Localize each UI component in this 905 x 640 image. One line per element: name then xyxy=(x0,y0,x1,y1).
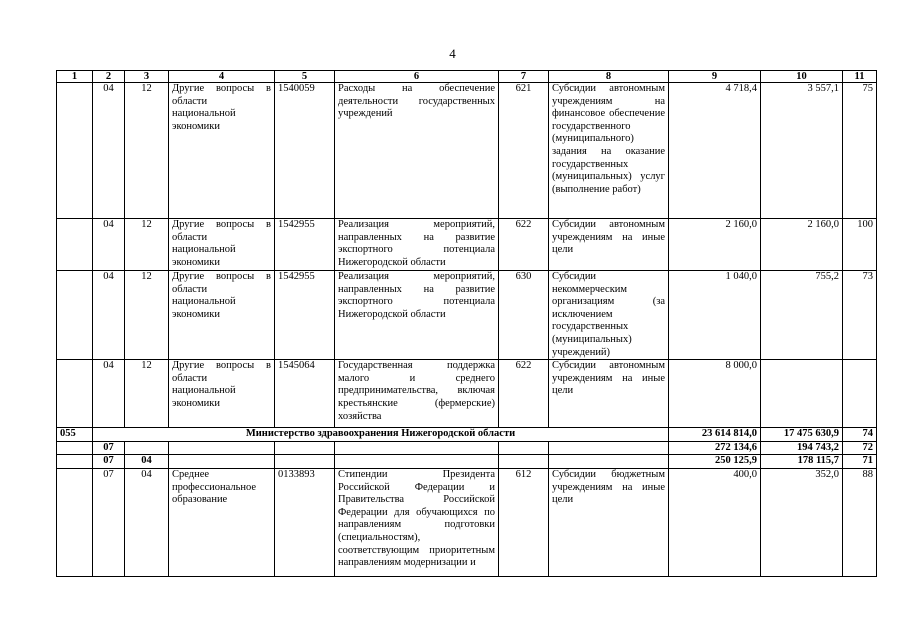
column-header: 7 xyxy=(499,71,549,83)
cell-actual: 755,2 xyxy=(761,271,843,360)
cell-percent: 75 xyxy=(843,83,877,219)
cell-section: 04 xyxy=(93,271,125,360)
cell-target-name: Стипендии Президента Российской Федерации и Правительства Российской Федерации для обучающихся по направлениям подготовки (специальностям), соответствующим приоритетным направлениям модернизации и xyxy=(335,468,499,576)
cell-target-name: Реализация мероприятий, направленных на развитие экспортного потенциала Нижегородской области xyxy=(335,271,499,360)
cell-target-code: 1545064 xyxy=(275,360,335,428)
ministry-code: 055 xyxy=(57,428,93,442)
column-header: 6 xyxy=(335,71,499,83)
section-actual: 194 743,2 xyxy=(761,441,843,455)
ministry-name: Министерство здравоохранения Нижегородской области xyxy=(93,428,669,442)
empty-cell xyxy=(169,441,275,455)
cell-percent: 88 xyxy=(843,468,877,576)
column-header: 11 xyxy=(843,71,877,83)
page-number: 4 xyxy=(449,46,456,61)
cell-plan: 8 000,0 xyxy=(669,360,761,428)
cell-section-name: Другие вопросы в области национальной экономики xyxy=(169,83,275,219)
cell-subsection: 12 xyxy=(125,360,169,428)
cell-plan: 1 040,0 xyxy=(669,271,761,360)
cell-section-name: Другие вопросы в области национальной экономики xyxy=(169,271,275,360)
cell-target-name: Расходы на обеспечение деятельности государственных учреждений xyxy=(335,83,499,219)
empty-cell xyxy=(125,441,169,455)
header-row xyxy=(57,71,877,83)
cell-c1 xyxy=(57,83,93,219)
table-row xyxy=(57,360,877,428)
column-header: 4 xyxy=(169,71,275,83)
subsection-actual: 178 115,7 xyxy=(761,455,843,469)
column-header: 1 xyxy=(57,71,93,83)
empty-cell xyxy=(169,455,275,469)
table-row xyxy=(57,468,877,576)
cell-expense-code: 621 xyxy=(499,83,549,219)
empty-cell xyxy=(335,455,499,469)
cell-percent: 73 xyxy=(843,271,877,360)
empty-cell xyxy=(57,468,93,576)
cell-expense-code: 622 xyxy=(499,360,549,428)
cell-subsection: 12 xyxy=(125,271,169,360)
subsection-total-row xyxy=(57,455,877,469)
subsection-code: 04 xyxy=(125,455,169,469)
table-row xyxy=(57,83,877,219)
cell-expense-name: Субсидии автономным учреждениям на иные цели xyxy=(549,219,669,271)
column-header: 5 xyxy=(275,71,335,83)
cell-expense-code: 612 xyxy=(499,468,549,576)
cell-target-name: Реализация мероприятий, направленных на развитие экспортного потенциала Нижегородской области xyxy=(335,219,499,271)
cell-target-code: 1540059 xyxy=(275,83,335,219)
empty-cell xyxy=(499,455,549,469)
empty-cell xyxy=(549,455,669,469)
cell-expense-name: Субсидии некоммерческим организациям (за исключением государственных (муниципальных) учреждений) xyxy=(549,271,669,360)
cell-target-code: 1542955 xyxy=(275,271,335,360)
empty-cell xyxy=(335,441,499,455)
empty-cell xyxy=(57,441,93,455)
cell-section: 04 xyxy=(93,219,125,271)
ministry-percent: 74 xyxy=(843,428,877,442)
column-header: 9 xyxy=(669,71,761,83)
cell-plan: 400,0 xyxy=(669,468,761,576)
cell-expense-name: Субсидии бюджетным учреждениям на иные цели xyxy=(549,468,669,576)
empty-cell xyxy=(499,441,549,455)
cell-section: 04 xyxy=(93,360,125,428)
cell-section-name: Другие вопросы в области национальной экономики xyxy=(169,360,275,428)
cell-actual: 2 160,0 xyxy=(761,219,843,271)
cell-plan: 2 160,0 xyxy=(669,219,761,271)
cell-section: 04 xyxy=(93,83,125,219)
empty-cell xyxy=(549,441,669,455)
cell-percent xyxy=(843,360,877,428)
cell-c1 xyxy=(57,360,93,428)
table-row xyxy=(57,219,877,271)
subsection-section-code: 07 xyxy=(93,455,125,469)
cell-subsection: 12 xyxy=(125,219,169,271)
cell-section-name: Другие вопросы в области национальной экономики xyxy=(169,219,275,271)
cell-section-name: Среднее профессиональное образование xyxy=(169,468,275,576)
cell-expense-code: 622 xyxy=(499,219,549,271)
cell-actual xyxy=(761,360,843,428)
cell-c1 xyxy=(57,271,93,360)
ministry-plan: 23 614 814,0 xyxy=(669,428,761,442)
empty-cell xyxy=(57,455,93,469)
section-percent: 72 xyxy=(843,441,877,455)
cell-target-name: Государственная поддержка малого и среднего предпринимательства, включая крестьянские (фермерские) хозяйства xyxy=(335,360,499,428)
cell-subsection: 12 xyxy=(125,83,169,219)
cell-target-code: 0133893 xyxy=(275,468,335,576)
subsection-percent: 71 xyxy=(843,455,877,469)
cell-section: 07 xyxy=(93,468,125,576)
section-code: 07 xyxy=(93,441,125,455)
empty-cell xyxy=(275,441,335,455)
column-header: 10 xyxy=(761,71,843,83)
cell-plan: 4 718,4 xyxy=(669,83,761,219)
cell-expense-name: Субсидии автономным учреждениям на финансовое обеспечение государственного (муниципального) задания на оказание государственных (муниципальных) услуг (выполнение работ) xyxy=(549,83,669,219)
cell-c1 xyxy=(57,219,93,271)
cell-expense-code: 630 xyxy=(499,271,549,360)
column-header: 2 xyxy=(93,71,125,83)
section-plan: 272 134,6 xyxy=(669,441,761,455)
ministry-actual: 17 475 630,9 xyxy=(761,428,843,442)
cell-subsection: 04 xyxy=(125,468,169,576)
cell-actual: 3 557,1 xyxy=(761,83,843,219)
cell-percent: 100 xyxy=(843,219,877,271)
cell-target-code: 1542955 xyxy=(275,219,335,271)
empty-cell xyxy=(275,455,335,469)
budget-table xyxy=(56,70,877,577)
column-header: 8 xyxy=(549,71,669,83)
subsection-plan: 250 125,9 xyxy=(669,455,761,469)
cell-expense-name: Субсидии автономным учреждениям на иные цели xyxy=(549,360,669,428)
section-total-row xyxy=(57,441,877,455)
ministry-row xyxy=(57,428,877,442)
cell-actual: 352,0 xyxy=(761,468,843,576)
table-row xyxy=(57,271,877,360)
column-header: 3 xyxy=(125,71,169,83)
